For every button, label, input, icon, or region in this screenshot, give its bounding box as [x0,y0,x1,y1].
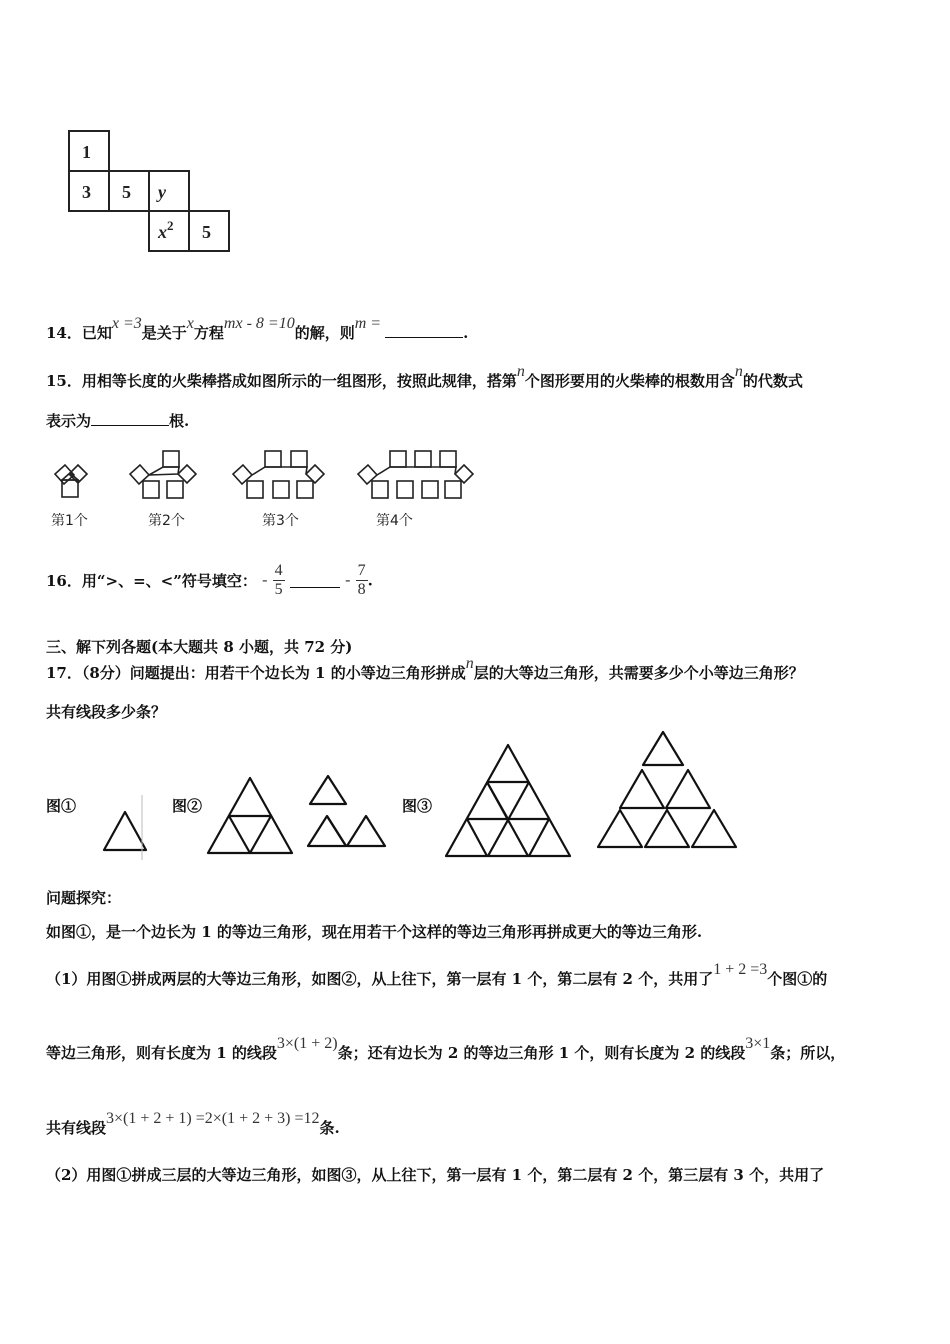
fraction-b: $\frac{7}{8}$ [357,562,366,598]
figure-label-3: 图③ [402,797,433,815]
explore-para-1: 如图①，是一个边长为 1 的等边三角形，现在用若干个这样的等边三角形再拼成更大的等边三角形. [46,923,703,941]
answer-blank[interactable] [91,411,169,426]
question-17-line1: 17．（8分）问题提出：用若干个边长为 1 的小等边三角形拼成n层的大等边三角形，共需要多少个小等边三角形？ [46,655,804,682]
explore-para-2: （1）用图①拼成两层的大等边三角形，如图②，从上往下，第一层有 1 个，第二层有 2 个，共用了1 + 2 =3个图①的 [46,961,828,988]
answer-blank[interactable] [290,573,340,588]
explore-para-5: （2）用图①拼成三层的大等边三角形，如图③，从上往下，第一层有 1 个，第二层有 2 个，第三层有 3 个，共用了 [46,1166,825,1184]
explore-heading: 问题探究： [46,889,122,907]
question-15-line2: 表示为 根. [46,412,190,430]
explore-para-4: 共有线段3×(1 + 2 + 1) =2×(1 + 2 + 3) =12条. [46,1110,340,1137]
triangle-figures [90,720,770,880]
net-cell-4: y [158,182,166,202]
question-17-line2: 共有线段多少条？ [46,703,167,721]
question-16: 16．用“>、=、<”符号填空： - $\frac{4}{5}$ - $\frac{7}{8}$ . [46,562,373,598]
answer-blank[interactable] [385,323,463,338]
fraction-a: $\frac{4}{5}$ [274,562,283,598]
figure-caption: 第1个 [51,513,88,529]
net-cell-5: $x^2$ [158,218,174,242]
question-14: 14．已知x =3是关于x方程mx - 8 =10的解，则m =. [46,315,469,342]
figure-label-2: 图② [172,797,203,815]
matchstick-figures [45,445,485,535]
figure-caption: 第3个 [262,513,299,529]
question-15-line1: 15．用相等长度的火柴棒搭成如图所示的一组图形，按照此规律，搭第n个图形要用的火柴棒的根数用含n的代数式 [46,363,803,390]
section-heading: 三、解下列各题(本大题共 8 小题，共 72 分) [46,638,353,656]
matchstick-figure-2 [130,451,196,498]
figure-caption: 第4个 [376,513,413,529]
net-cell-1: 1 [82,142,91,162]
explore-para-3: 等边三角形，则有长度为 1 的线段3×(1 + 2)条；还有边长为 2 的等边三角形 1 个，则有长度为 2 的线段3×1条；所以， [46,1035,846,1062]
matchstick-figure-3 [233,451,324,498]
cube-net-figure [60,125,230,255]
figure-caption: 第2个 [148,513,185,529]
matchstick-figure-4 [358,451,473,498]
figure-label-1: 图① [46,797,77,815]
matchstick-figure-1 [55,465,87,497]
net-cell-6: 5 [202,222,211,242]
net-cell-2: 3 [82,182,91,202]
net-cell-3: 5 [122,182,131,202]
